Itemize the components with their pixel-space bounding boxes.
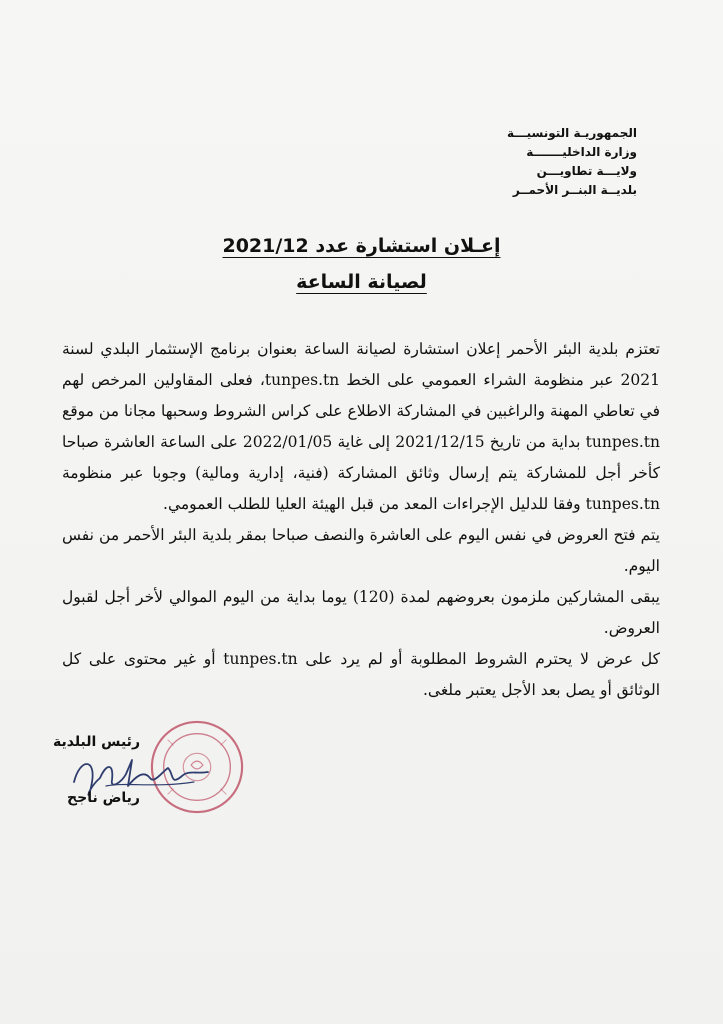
announcement-title [0,228,723,300]
letterhead-municipality: بلديــة البنــر الأحمــر [512,183,637,197]
body-paragraph-2: يتم فتح العروض في نفس اليوم على العاشرة والنصف صباحا بمقر بلدية البئر الأحمر من نفس اليوم. [62,526,660,575]
signature-name: رياض ناجح [67,790,140,806]
title-line-1: إعـلان استشارة عدد 2021/12 [222,235,501,257]
body-paragraph-3: يبقى المشاركين ملزمون بعروضهم لمدة (120) يوما بداية من اليوم الموالي لأخر أجل لقبول العروض. [62,588,660,637]
announcement-body [62,334,660,706]
letterhead-governorate: ولايـــة تطاويـــن [536,164,637,178]
letterhead-ministry: وزارة الداخليـــــــة [526,145,637,159]
body-paragraph-4: كل عرض لا يحترم الشروط المطلوبة أو لم يرد على tunpes.tn أو غير محتوى على كل الوثائق أو يصل بعد الأجل يعتبر ملغى. [62,650,660,699]
letterhead [507,124,637,200]
title-line-2: لصيانة الساعة [296,271,427,293]
body-paragraph-1: تعتزم بلدية البئر الأحمر إعلان استشارة لصيانة الساعة بعنوان برنامج الإستثمار البلدي لسنة 2021 عبر منظومة الشراء العمومي على الخط tunpes.tn، فعلى المقاولين المرخص لهم في تعاطي المهنة والراغبين في المشاركة الاطلاع على كراس الشروط وسحبها مجانا من موقع tunpes.tn بداية من تاريخ 2021/12/15 إلى غاية 2022/01/05 على الساعة العاشرة صباحا كأخر أجل للمشاركة يتم إرسال وثائق المشاركة (فنية، إدارية ومالية) وجوبا عبر منظومة tunpes.tn وفقا للدليل الإجراءات المعد من قبل الهيئة العليا للطلب العمومي. [62,340,661,513]
signature-role: رئيس البلدية [52,734,140,750]
letterhead-republic: الجمهوريـة التونسيـــة [507,126,637,140]
